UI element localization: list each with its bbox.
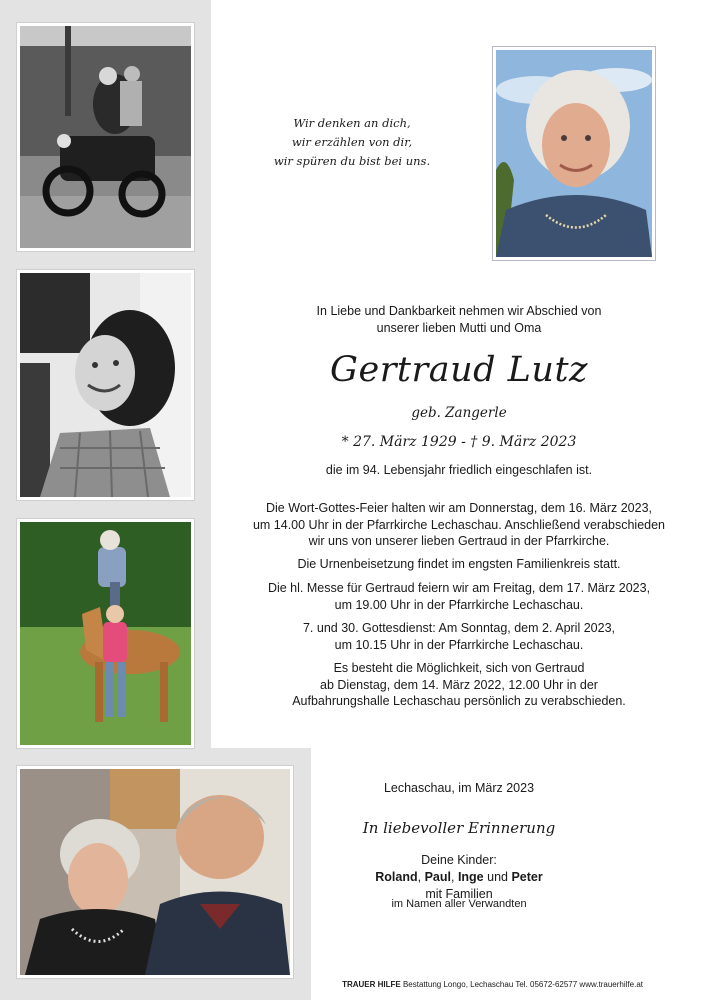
intro-line: unserer lieben Mutti und Oma xyxy=(376,321,542,335)
quote-line: wir erzählen von dir, xyxy=(291,135,413,149)
paragraph-mass xyxy=(211,580,707,613)
paragraph-line: Es besteht die Möglichkeit, sich von Gertraud xyxy=(333,661,585,675)
name-separator: , xyxy=(417,870,425,884)
passed-text: die im 94. Lebensjahr friedlich eingeschlafen ist. xyxy=(325,463,593,477)
paragraph-line: Die Wort-Gottes-Feier halten wir am Donnerstag, dem 16. März 2023, xyxy=(265,501,653,515)
memory-heading: In liebevoller Erinnerung xyxy=(362,819,556,837)
paragraph-line: um 19.00 Uhr in der Pfarrkirche Lechaschau. xyxy=(334,597,584,612)
children-block xyxy=(211,852,707,903)
paragraph-viewing xyxy=(211,660,707,710)
families-text: mit Familien xyxy=(425,887,493,901)
children-label: Deine Kinder: xyxy=(421,853,497,867)
paragraph-line: Die Urnenbeisetzung findet im engsten Familienkreis statt. xyxy=(297,557,621,571)
life-dates: * 27. März 1929 - † 9. März 2023 xyxy=(341,434,577,450)
photo-portrait xyxy=(493,47,655,260)
photo-young-woman xyxy=(17,270,194,500)
place-date: Lechaschau, im März 2023 xyxy=(383,781,535,795)
paragraph-line: Aufbahrungshalle Lechaschau persönlich zu verabschieden. xyxy=(292,694,626,708)
intro-text xyxy=(211,303,707,337)
relatives-text: im Namen aller Verwandten xyxy=(391,898,527,910)
quote-line: wir spüren du bist bei uns. xyxy=(273,154,431,168)
paragraph-line: Die hl. Messe für Gertraud feiern wir am Freitag, dem 17. März 2023, xyxy=(267,581,651,595)
child-name: Roland xyxy=(375,870,418,884)
name-separator: und xyxy=(483,870,512,884)
photo-horse xyxy=(17,519,194,748)
child-name: Inge xyxy=(457,870,484,884)
child-name: Paul xyxy=(424,870,451,884)
children-names xyxy=(211,869,707,886)
paragraph-memorial-service xyxy=(211,620,707,653)
quote xyxy=(262,114,442,171)
deceased-name: Gertraud Lutz xyxy=(330,350,588,390)
paragraph-line: um 10.15 Uhr in der Pfarrkirche Lechaschau. xyxy=(334,637,584,652)
photo-motorcycle xyxy=(17,23,194,251)
intro-line: In Liebe und Dankbarkeit nehmen wir Abschied von xyxy=(316,304,602,318)
birth-name: geb. Zangerle xyxy=(411,405,507,421)
name-separator: , xyxy=(450,870,458,884)
footer xyxy=(342,980,643,989)
paragraph-line: ab Dienstag, dem 14. März 2022, 12.00 Uhr in der xyxy=(320,677,598,692)
paragraph-service xyxy=(211,500,707,550)
paragraph-line: wir uns von unserer lieben Gertraud in der Pfarrkirche. xyxy=(308,534,610,548)
child-name: Peter xyxy=(511,870,543,884)
paragraph-line: 7. und 30. Gottesdienst: Am Sonntag, dem 2. April 2023, xyxy=(302,621,615,635)
paragraph-line: um 14.00 Uhr in der Pfarrkirche Lechaschau. Anschließend verabschieden xyxy=(252,517,666,532)
paragraph-burial xyxy=(211,556,707,573)
footer-brand: TRAUER HILFE xyxy=(342,980,401,989)
quote-line: Wir denken an dich, xyxy=(293,116,411,130)
footer-details: Bestattung Longo, Lechaschau Tel. 05672-62577 www.trauerhilfe.at xyxy=(400,980,643,989)
